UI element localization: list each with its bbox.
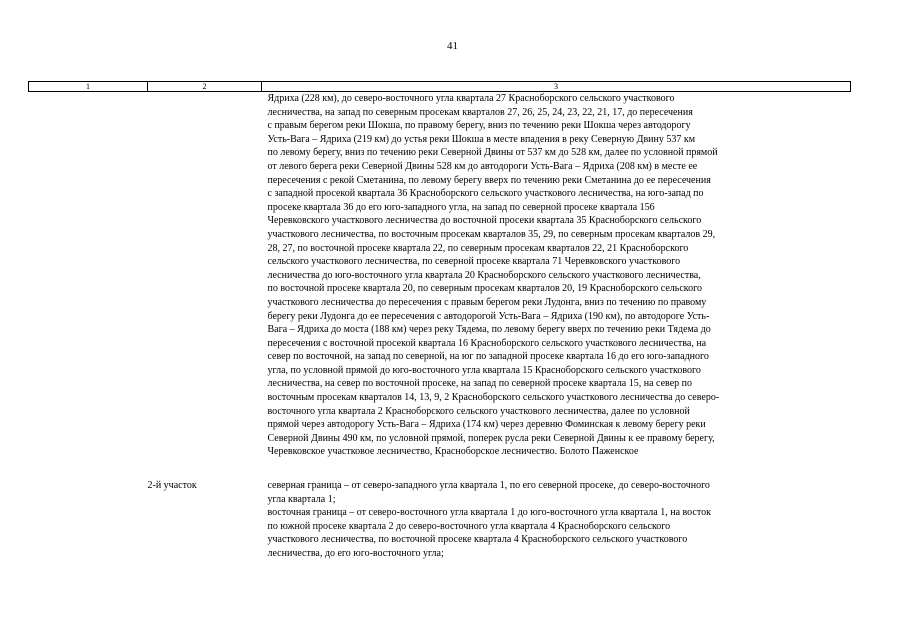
cell-boundary-description — [262, 479, 851, 561]
text-line: лесничества, на север по восточной просеке, на запад по северной просеке квартала 15, на север по — [267, 378, 692, 390]
cell-section-name — [148, 92, 262, 460]
boundary-text — [262, 479, 851, 561]
text-line: лесничества до юго-восточного угла квартала 20 Красноборского сельского участкового лесничества, — [267, 269, 701, 281]
text-line: Черевковское участковое лесничество, Красноборское лесничество. Болото Паженское — [267, 446, 639, 458]
cell-boundary-description — [262, 92, 851, 460]
column-header-2: 2 — [148, 82, 262, 92]
cell-number — [29, 479, 148, 561]
text-line: 28, 27, по восточной просеке квартала 22, по северным просекам кварталов 22, 21 Красноборского — [267, 242, 689, 254]
boundary-description-table — [28, 81, 851, 561]
text-line: прямой через автодорогу Усть-Вага – Ядриха (174 км) через деревню Фоминская к левому берегу реки — [267, 419, 706, 431]
text-line: Ядриха (228 км), до северо-восточного угла квартала 27 Красноборского сельского участкового — [267, 93, 675, 104]
text-line: восточным просекам кварталов 14, 13, 9, 2 Красноборского сельского участкового лесничества до северо- — [267, 392, 720, 404]
text-line: просеке квартала 36 до его юго-западного угла, на запад по северной просеке квартала 156 — [267, 201, 655, 213]
text-line: пересечения с восточной просекой квартала 16 Красноборского сельского участкового лесничества, на — [267, 337, 707, 349]
text-line: северная граница – от северо-западного угла квартала 1, по его северной просеке, до северо-восточного — [267, 480, 710, 492]
column-header-1: 1 — [29, 82, 148, 92]
text-line: пересечения с рекой Сметанина, по левому берегу вверх по течению реки Сметанина до ее пересечения — [267, 174, 711, 186]
text-line: угла, по условной прямой до юго-восточного угла квартала 15 Красноборского сельского участкового — [267, 364, 701, 376]
table-row — [29, 92, 851, 460]
table-row — [29, 479, 851, 561]
text-line: Усть-Вага – Ядриха (219 км) до устья реки Шокша в месте впадения в реку Северную Двину 537 км — [267, 133, 696, 145]
cell-number — [29, 92, 148, 460]
boundary-text — [262, 92, 851, 459]
text-line: по левому берегу, вниз по течению реки Северной Двины от 537 км до 528 км, далее по условной прямой — [267, 147, 718, 159]
text-line: с западной просекой квартала 36 Красноборского сельского участкового лесничества, на юго-запад по — [267, 188, 704, 200]
text-line: угла квартала 1; — [267, 493, 336, 505]
text-line: берегу реки Лудонга до ее пересечения с автодорогой Усть-Вага – Ядриха (190 км), по автодороге Усть- — [267, 310, 710, 322]
text-line: лесничества, на запад по северным просекам кварталов 27, 26, 25, 24, 23, 22, 21, 17, до пересечения — [267, 106, 693, 118]
text-line: север по восточной, на запад по северной, на юг по западной просеке квартала 16 до его юго-западного — [267, 351, 709, 363]
text-line: участкового лесничества, по восточным просекам кварталов 35, 29, по северным просекам кварталов 29, — [267, 228, 716, 240]
text-line: восточного угла квартала 2 Красноборского сельского участкового лесничества, далее по условной — [267, 405, 690, 417]
text-line: сельского участкового лесничества, по северной просеке квартала 71 Черевковского участкового — [267, 256, 681, 268]
text-line: Вага – Ядриха до моста (188 км) через реку Тядема, по левому берегу вверх по течению реки Тядема до — [267, 324, 711, 336]
page-number: 41 — [447, 40, 458, 52]
cell-section-name: 2-й участок — [147, 480, 197, 492]
table-row-spacer — [29, 459, 851, 479]
column-header-3: 3 — [262, 82, 851, 92]
text-line: с правым берегом реки Шокша, по правому берегу, вниз по течению реки Шокша через автодорогу — [267, 120, 691, 132]
table-header-row — [29, 82, 851, 92]
text-line: Черевковского участкового лесничества до восточной просеки квартала 35 Красноборского сельского — [267, 215, 702, 227]
text-line: участкового лесничества до пересечения с правым берегом реки Лудонга, вниз по течению по правому — [267, 296, 707, 308]
text-line: участкового лесничества, по восточной просеке квартала 4 Красноборского сельского участкового — [267, 534, 688, 546]
text-line: восточная граница – от северо-восточного угла квартала 1 до юго-восточного угла квартала 1, на восток — [267, 507, 711, 519]
text-line: по восточной просеке квартала 20, по северным просекам кварталов 20, 19 Красноборского сельского — [267, 283, 702, 295]
text-line: Северной Двины 490 км, по условной прямой, поперек русла реки Северной Двины к ее правому берегу, — [267, 432, 715, 444]
text-line: по южной просеке квартала 2 до северо-восточного угла квартала 4 Красноборского сельского — [267, 520, 671, 532]
text-line: от левого берега реки Северной Двины 528 км до автодороги Усть-Вага – Ядриха (208 км) в месте ее — [267, 160, 698, 172]
text-line: лесничества, до его юго-восточного угла; — [267, 548, 444, 559]
